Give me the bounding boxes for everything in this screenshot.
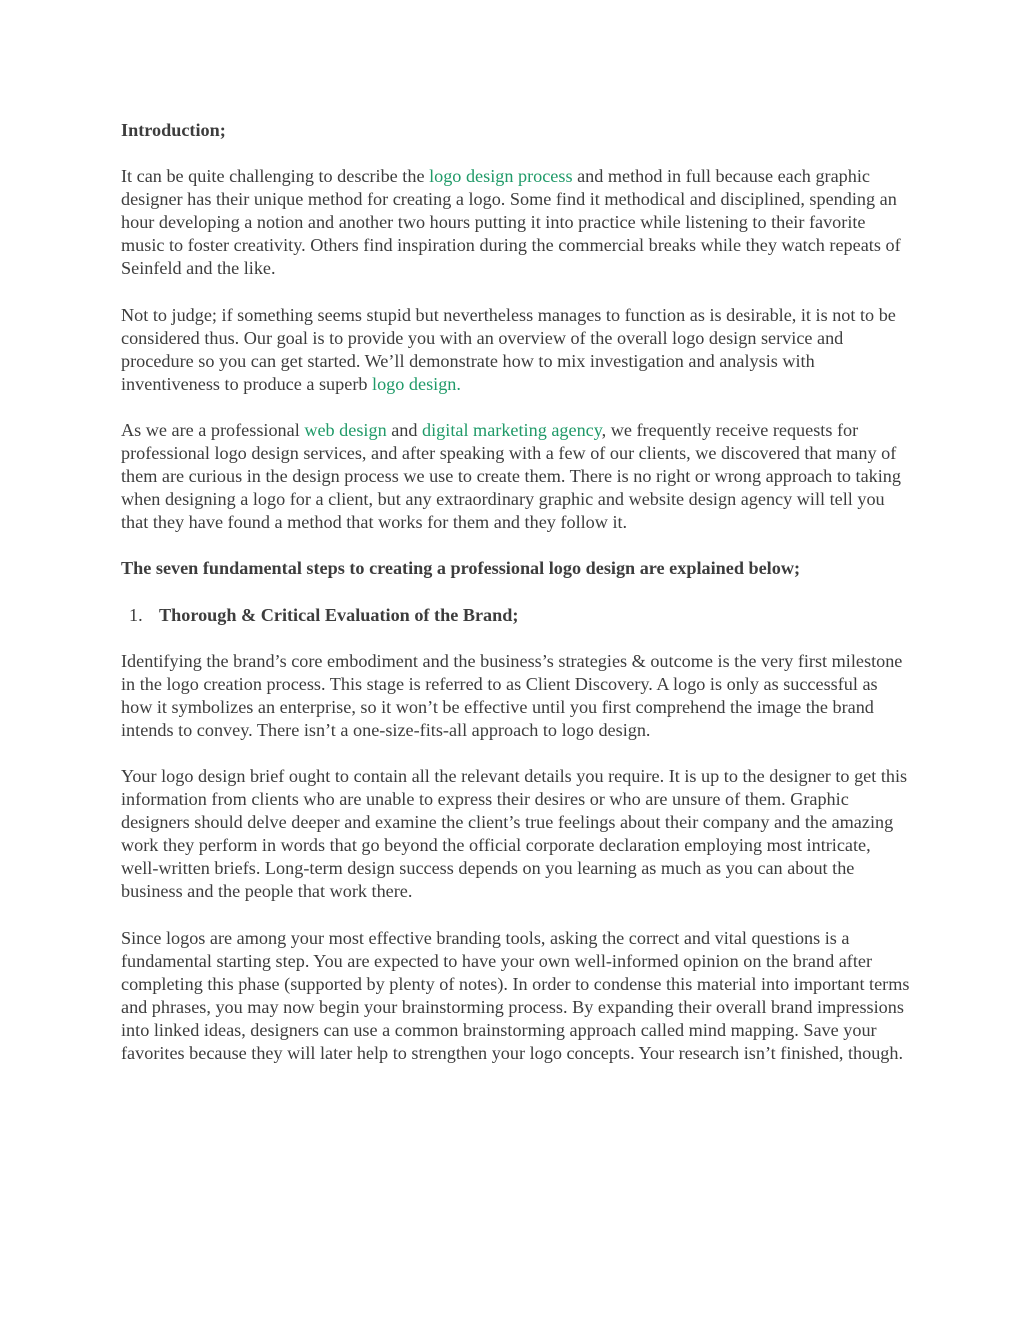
step-1-title: Thorough & Critical Evaluation of the Brand;	[159, 604, 519, 625]
p3-text-before: As we are a professional	[121, 419, 305, 440]
web-design-link[interactable]: web design	[304, 419, 387, 440]
intro-heading: Introduction;	[121, 120, 226, 140]
step-1-number: 1.	[129, 604, 143, 625]
digital-marketing-agency-link[interactable]: digital marketing agency	[422, 419, 602, 440]
p1-text-after: and method in full because each graphic designer has their unique method for creating a logo. Some find it methodical and disciplined, spending an hour developing a notion and another two hours putting it into practice while listening to their favorite music to foster creativity. Others find inspiration during the commercial breaks while they watch repeats of Seinfeld and the like.	[121, 166, 901, 279]
step-1-list-item	[121, 604, 911, 627]
intro-paragraph-3	[121, 419, 911, 534]
intro-paragraph-2	[121, 304, 911, 396]
logo-design-process-link[interactable]: logo design process	[429, 166, 573, 187]
p2-text-before: Not to judge; if something seems stupid but nevertheless manages to function as is desirable, it is not to be considered thus. Our goal is to provide you with an overview of the overall logo design service and procedure so you can get started. We’ll demonstrate how to mix investigation and analysis with inventiveness to produce a superb	[121, 304, 896, 394]
document-page	[121, 119, 911, 1088]
step-1-paragraph-1: Identifying the brand’s core embodiment and the business’s strategies & outcome is the very first milestone in the logo creation process. This stage is referred to as Client Discovery. A logo is only as successful as how it symbolizes an enterprise, so it won’t be effective until you first comprehend the image the brand intends to convey. There isn’t a one-size-fits-all approach to logo design.	[121, 650, 903, 740]
steps-heading: The seven fundamental steps to creating a professional logo design are explained below;	[121, 558, 801, 579]
intro-paragraph-1	[121, 165, 911, 280]
logo-design-link[interactable]: logo design.	[372, 373, 461, 394]
p1-text-before: It can be quite challenging to describe the	[121, 166, 430, 187]
p3-text-middle: and	[386, 419, 423, 440]
step-1-paragraph-2: Your logo design brief ought to contain all the relevant details you require. It is up to the designer to get this information from clients who are unable to express their desires or who are unsure of them. Graphic designers should delve deeper and examine the client’s true feelings about their company and the amazing work they perform in words that go beyond the official corporate declaration employing most intricate, well-written briefs. Long-term design success depends on you learning as much as you can about the business and the people that work there.	[121, 765, 908, 902]
step-1-paragraph-3: Since logos are among your most effective branding tools, asking the correct and vital questions is a fundamental starting step. You are expected to have your own well-informed opinion on the brand after completing this phase (supported by plenty of notes). In order to condense this material into important terms and phrases, you may now begin your brainstorming process. By expanding their overall brand impressions into linked ideas, designers can use a common brainstorming approach called mind mapping. Save your favorites because they will later help to strengthen your logo concepts. Your research isn’t finished, though.	[121, 927, 910, 1063]
p3-text-after: , we frequently receive requests for professional logo design services, and after speaking with a few of our clients, we discovered that many of them are curious in the design process we use to create them. There is no right or wrong approach to taking when designing a logo for a client, but any extraordinary graphic and website design agency will tell you that they have found a method that works for them and they follow it.	[121, 419, 901, 533]
